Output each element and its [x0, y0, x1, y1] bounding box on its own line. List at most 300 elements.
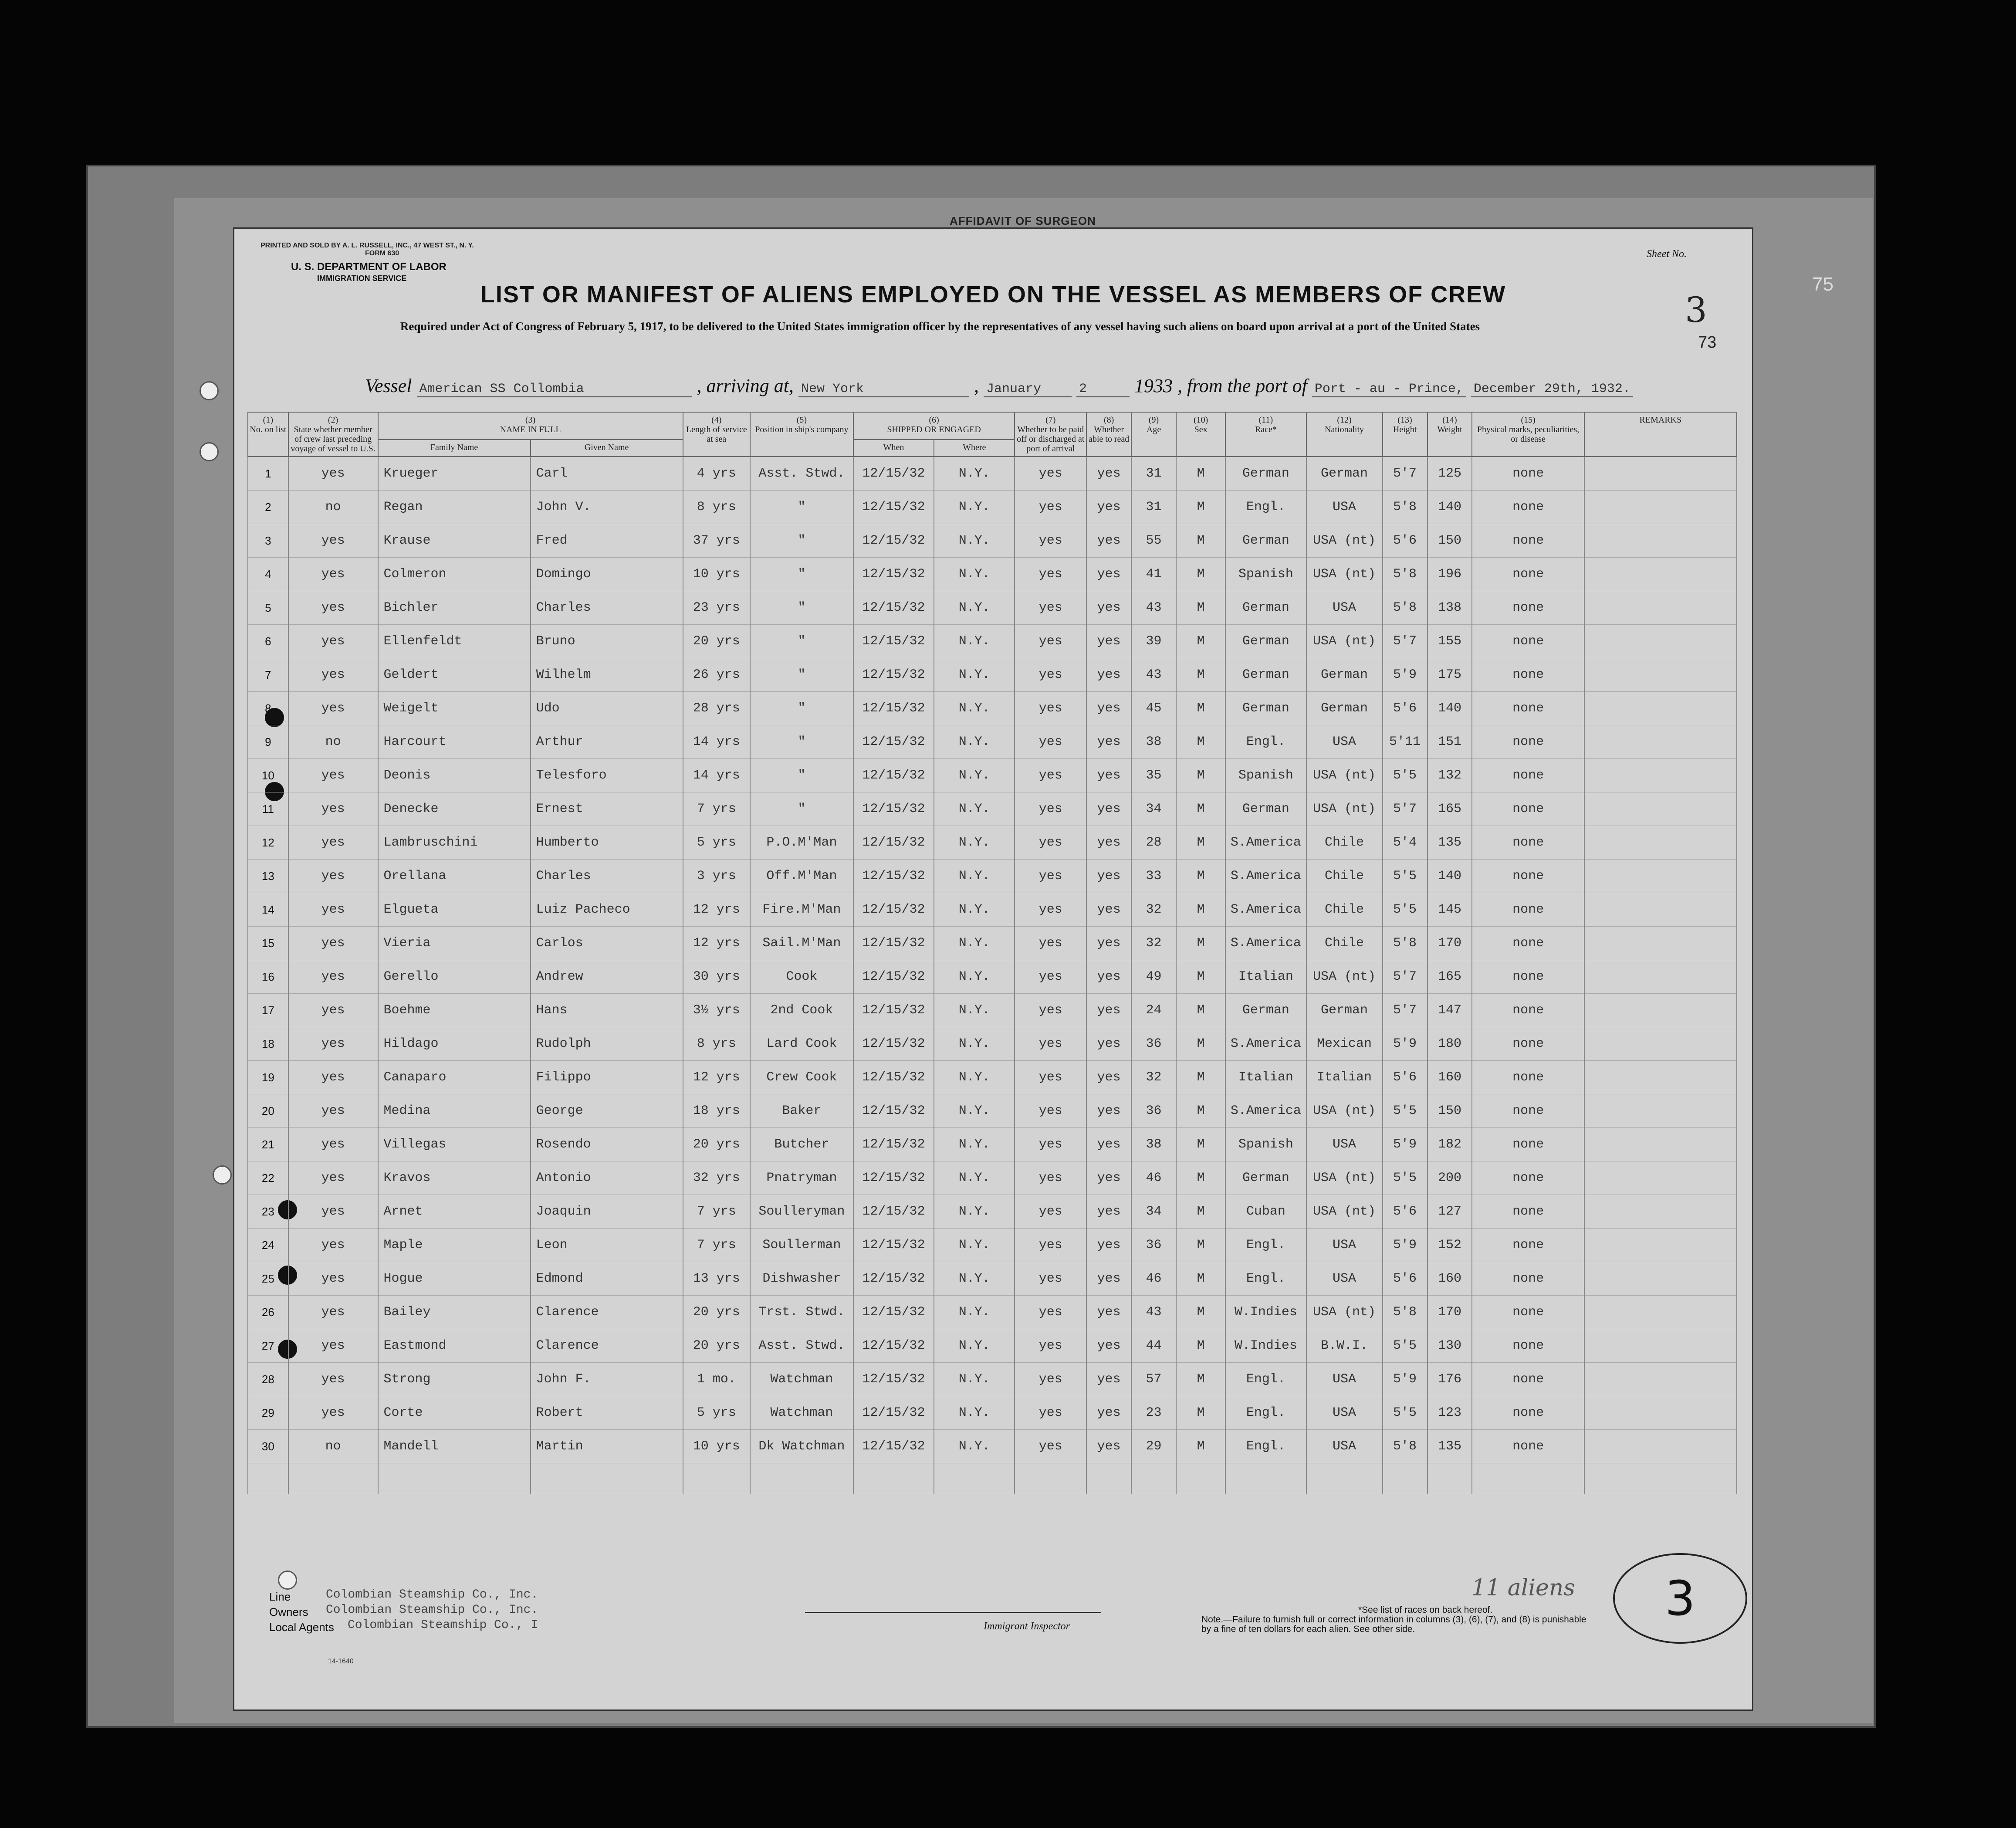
cell-weight: 147: [1427, 994, 1472, 1027]
cell-age: 57: [1131, 1363, 1176, 1396]
cell-row-number: 16: [248, 960, 288, 994]
cell-nationality: USA (nt): [1306, 1161, 1383, 1195]
cell-able-to-read: yes: [1086, 658, 1131, 692]
cell-nationality: USA: [1306, 1229, 1383, 1262]
cell-nationality: USA (nt): [1306, 1094, 1383, 1128]
header-where: Where: [934, 440, 1015, 457]
cell-physical-marks: none: [1472, 491, 1584, 524]
cell-given-name: Domingo: [531, 558, 683, 591]
cell-able-to-read: yes: [1086, 1027, 1131, 1061]
cell-able-to-read: yes: [1086, 625, 1131, 658]
cell-able-to-read: yes: [1086, 1363, 1131, 1396]
cell-family-name: Orellana: [378, 860, 531, 893]
manifest-rows: [248, 457, 1737, 1494]
table-row: [248, 591, 1737, 625]
cell-age: 43: [1131, 591, 1176, 625]
cell-shipped-where: N.Y.: [934, 860, 1015, 893]
cell-race: German: [1225, 524, 1306, 558]
blank-cell: [1176, 1463, 1225, 1494]
cell-position: Baker: [750, 1094, 853, 1128]
cell-height: 5'8: [1383, 1430, 1427, 1463]
cell-shipped-when: 12/15/32: [853, 1262, 934, 1296]
cell-age: 39: [1131, 625, 1176, 658]
cell-physical-marks: none: [1472, 1329, 1584, 1363]
cell-nationality: USA (nt): [1306, 759, 1383, 792]
cell-physical-marks: none: [1472, 457, 1584, 491]
cell-service-length: 12 yrs: [683, 1061, 750, 1094]
table-row: [248, 457, 1737, 491]
cell-family-name: Hogue: [378, 1262, 531, 1296]
cell-shipped-when: 12/15/32: [853, 692, 934, 725]
cell-weight: 155: [1427, 625, 1472, 658]
cell-position: ": [750, 625, 853, 658]
cell-physical-marks: none: [1472, 893, 1584, 927]
cell-service-length: 12 yrs: [683, 893, 750, 927]
cell-weight: 140: [1427, 860, 1472, 893]
cell-row-number: 2: [248, 491, 288, 524]
cell-service-length: 4 yrs: [683, 457, 750, 491]
header-paid-off: (7) Whether to be paid off or discharged at port of arrival: [1015, 412, 1086, 457]
cell-sex: M: [1176, 491, 1225, 524]
table-row: [248, 524, 1737, 558]
cell-nationality: Chile: [1306, 860, 1383, 893]
cell-sex: M: [1176, 860, 1225, 893]
cell-previous-voyage: yes: [288, 759, 378, 792]
cell-position: ": [750, 591, 853, 625]
cell-nationality: Italian: [1306, 1061, 1383, 1094]
cell-given-name: Charles: [531, 591, 683, 625]
cell-family-name: Ellenfeldt: [378, 625, 531, 658]
cell-row-number: 13: [248, 860, 288, 893]
cell-sex: M: [1176, 927, 1225, 960]
cell-shipped-where: N.Y.: [934, 1363, 1015, 1396]
cell-weight: 127: [1427, 1195, 1472, 1229]
cell-weight: 152: [1427, 1229, 1472, 1262]
cell-race: S.America: [1225, 893, 1306, 927]
cell-shipped-where: N.Y.: [934, 1262, 1015, 1296]
cell-service-length: 20 yrs: [683, 1329, 750, 1363]
cell-able-to-read: yes: [1086, 927, 1131, 960]
cell-height: 5'7: [1383, 792, 1427, 826]
blank-row: [248, 1463, 1737, 1494]
cell-position: Soulleryman: [750, 1195, 853, 1229]
cell-family-name: Boehme: [378, 994, 531, 1027]
cell-height: 5'5: [1383, 860, 1427, 893]
cell-able-to-read: yes: [1086, 1396, 1131, 1430]
cell-row-number: 9: [248, 725, 288, 759]
cell-given-name: George: [531, 1094, 683, 1128]
circled-number: 3: [1613, 1553, 1747, 1644]
cell-height: 5'8: [1383, 591, 1427, 625]
cell-race: W.Indies: [1225, 1296, 1306, 1329]
cell-weight: 170: [1427, 1296, 1472, 1329]
cell-remarks: [1584, 1363, 1737, 1396]
cell-remarks: [1584, 725, 1737, 759]
cell-previous-voyage: yes: [288, 1329, 378, 1363]
cell-row-number: 4: [248, 558, 288, 591]
cell-previous-voyage: yes: [288, 1262, 378, 1296]
blank-cell: [531, 1463, 683, 1494]
cell-shipped-where: N.Y.: [934, 1296, 1015, 1329]
cell-sex: M: [1176, 591, 1225, 625]
cell-physical-marks: none: [1472, 960, 1584, 994]
blank-cell: [1225, 1463, 1306, 1494]
cell-given-name: Udo: [531, 692, 683, 725]
cell-previous-voyage: yes: [288, 1027, 378, 1061]
cell-nationality: Chile: [1306, 927, 1383, 960]
cell-service-length: 18 yrs: [683, 1094, 750, 1128]
cell-age: 34: [1131, 792, 1176, 826]
cell-able-to-read: yes: [1086, 591, 1131, 625]
cell-paid-off: yes: [1015, 725, 1086, 759]
cell-sex: M: [1176, 1027, 1225, 1061]
cell-height: 5'9: [1383, 1363, 1427, 1396]
cell-row-number: 19: [248, 1061, 288, 1094]
cell-nationality: German: [1306, 692, 1383, 725]
cell-paid-off: yes: [1015, 1161, 1086, 1195]
cell-nationality: Chile: [1306, 826, 1383, 860]
cell-race: S.America: [1225, 927, 1306, 960]
cell-race: German: [1225, 692, 1306, 725]
cell-shipped-where: N.Y.: [934, 457, 1015, 491]
cell-family-name: Regan: [378, 491, 531, 524]
cell-able-to-read: yes: [1086, 1262, 1131, 1296]
cell-remarks: [1584, 524, 1737, 558]
cell-shipped-where: N.Y.: [934, 491, 1015, 524]
cell-able-to-read: yes: [1086, 1296, 1131, 1329]
cell-shipped-where: N.Y.: [934, 960, 1015, 994]
cell-weight: 151: [1427, 725, 1472, 759]
table-row: [248, 1229, 1737, 1262]
cell-height: 5'6: [1383, 1262, 1427, 1296]
cell-service-length: 37 yrs: [683, 524, 750, 558]
crew-manifest-table: [247, 412, 1737, 1494]
cell-remarks: [1584, 927, 1737, 960]
cell-age: 31: [1131, 457, 1176, 491]
cell-service-length: 30 yrs: [683, 960, 750, 994]
agents-value: Colombian Steamship Co., I: [348, 1618, 538, 1632]
cell-service-length: 23 yrs: [683, 591, 750, 625]
blank-cell: [1015, 1463, 1086, 1494]
cell-given-name: Clarence: [531, 1296, 683, 1329]
cell-race: Engl.: [1225, 1229, 1306, 1262]
cell-able-to-read: yes: [1086, 994, 1131, 1027]
cell-previous-voyage: yes: [288, 994, 378, 1027]
cell-remarks: [1584, 792, 1737, 826]
cell-shipped-where: N.Y.: [934, 994, 1015, 1027]
cell-shipped-when: 12/15/32: [853, 591, 934, 625]
cell-family-name: Medina: [378, 1094, 531, 1128]
cell-given-name: Martin: [531, 1430, 683, 1463]
cell-paid-off: yes: [1015, 1061, 1086, 1094]
vessel-name: American SS Collombia: [417, 382, 692, 397]
cell-height: 5'8: [1383, 558, 1427, 591]
cell-shipped-when: 12/15/32: [853, 491, 934, 524]
table-row: [248, 792, 1737, 826]
cell-shipped-when: 12/15/32: [853, 1396, 934, 1430]
cell-remarks: [1584, 658, 1737, 692]
line-label: Line: [269, 1590, 291, 1603]
cell-family-name: Lambruschini: [378, 826, 531, 860]
cell-shipped-where: N.Y.: [934, 1329, 1015, 1363]
cell-height: 5'5: [1383, 1161, 1427, 1195]
cell-shipped-when: 12/15/32: [853, 725, 934, 759]
cell-physical-marks: none: [1472, 1396, 1584, 1430]
cell-shipped-when: 12/15/32: [853, 927, 934, 960]
cell-age: 44: [1131, 1329, 1176, 1363]
header-weight: (14) Weight: [1427, 412, 1472, 457]
cell-service-length: 20 yrs: [683, 1128, 750, 1161]
cell-shipped-when: 12/15/32: [853, 826, 934, 860]
cell-paid-off: yes: [1015, 927, 1086, 960]
cell-family-name: Villegas: [378, 1128, 531, 1161]
cell-service-length: 3 yrs: [683, 860, 750, 893]
cell-weight: 165: [1427, 792, 1472, 826]
cell-able-to-read: yes: [1086, 1161, 1131, 1195]
cell-physical-marks: none: [1472, 792, 1584, 826]
cell-able-to-read: yes: [1086, 457, 1131, 491]
table-row: [248, 893, 1737, 927]
cell-remarks: [1584, 1094, 1737, 1128]
cell-shipped-when: 12/15/32: [853, 1296, 934, 1329]
cell-weight: 132: [1427, 759, 1472, 792]
cell-service-length: 20 yrs: [683, 625, 750, 658]
cell-nationality: B.W.I.: [1306, 1329, 1383, 1363]
table-row: [248, 960, 1737, 994]
cell-race: German: [1225, 625, 1306, 658]
cell-remarks: [1584, 893, 1737, 927]
blank-cell: [683, 1463, 750, 1494]
cell-physical-marks: none: [1472, 994, 1584, 1027]
cell-physical-marks: none: [1472, 725, 1584, 759]
cell-family-name: Eastmond: [378, 1329, 531, 1363]
header-no: (1) No. on list: [248, 412, 288, 457]
form-code: 14-1640: [328, 1658, 354, 1665]
table-row: [248, 759, 1737, 792]
table-row: [248, 1061, 1737, 1094]
header-nationality: (12) Nationality: [1306, 412, 1383, 457]
cell-age: 49: [1131, 960, 1176, 994]
blank-cell: [853, 1463, 934, 1494]
cell-height: 5'9: [1383, 1128, 1427, 1161]
inspector-label: Immigrant Inspector: [984, 1621, 1070, 1632]
cell-sex: M: [1176, 759, 1225, 792]
cell-position: Asst. Stwd.: [750, 457, 853, 491]
cell-row-number: 21: [248, 1128, 288, 1161]
cell-able-to-read: yes: [1086, 692, 1131, 725]
blank-cell: [1306, 1463, 1383, 1494]
header-age: (9) Age: [1131, 412, 1176, 457]
cell-service-length: 5 yrs: [683, 826, 750, 860]
cell-sex: M: [1176, 1229, 1225, 1262]
cell-weight: 196: [1427, 558, 1472, 591]
cell-given-name: Andrew: [531, 960, 683, 994]
cell-shipped-where: N.Y.: [934, 524, 1015, 558]
table-row: [248, 1161, 1737, 1195]
header-remarks: REMARKS: [1584, 412, 1737, 457]
cell-previous-voyage: no: [288, 491, 378, 524]
header-read: (8) Whether able to read: [1086, 412, 1131, 457]
cell-position: Soullerman: [750, 1229, 853, 1262]
cell-remarks: [1584, 1061, 1737, 1094]
cell-family-name: Bichler: [378, 591, 531, 625]
cell-given-name: John V.: [531, 491, 683, 524]
cell-weight: 140: [1427, 692, 1472, 725]
cell-row-number: 27: [248, 1329, 288, 1363]
blank-cell: [1472, 1463, 1584, 1494]
cell-family-name: Maple: [378, 1229, 531, 1262]
cell-family-name: Corte: [378, 1396, 531, 1430]
cell-paid-off: yes: [1015, 1262, 1086, 1296]
cell-given-name: Rudolph: [531, 1027, 683, 1061]
cell-sex: M: [1176, 1061, 1225, 1094]
table-row: [248, 1262, 1737, 1296]
cell-nationality: USA: [1306, 1430, 1383, 1463]
cell-given-name: Carl: [531, 457, 683, 491]
arrival-port: New York: [798, 382, 969, 397]
cell-row-number: 20: [248, 1094, 288, 1128]
cell-race: Spanish: [1225, 1128, 1306, 1161]
cell-shipped-when: 12/15/32: [853, 1363, 934, 1396]
cell-shipped-where: N.Y.: [934, 658, 1015, 692]
cell-nationality: USA: [1306, 1363, 1383, 1396]
cell-service-length: 32 yrs: [683, 1161, 750, 1195]
cell-given-name: Ernest: [531, 792, 683, 826]
cell-weight: 123: [1427, 1396, 1472, 1430]
blank-cell: [934, 1463, 1015, 1494]
cell-weight: 130: [1427, 1329, 1472, 1363]
cell-position: ": [750, 524, 853, 558]
table-row: [248, 1396, 1737, 1430]
cell-paid-off: yes: [1015, 893, 1086, 927]
cell-weight: 150: [1427, 1094, 1472, 1128]
blank-cell: [1427, 1463, 1472, 1494]
cell-position: ": [750, 792, 853, 826]
cell-previous-voyage: yes: [288, 457, 378, 491]
cell-nationality: Chile: [1306, 893, 1383, 927]
cell-sex: M: [1176, 1262, 1225, 1296]
cell-previous-voyage: yes: [288, 927, 378, 960]
cell-height: 5'7: [1383, 625, 1427, 658]
cell-paid-off: yes: [1015, 1195, 1086, 1229]
cell-shipped-when: 12/15/32: [853, 1094, 934, 1128]
cell-age: 32: [1131, 893, 1176, 927]
cell-height: 5'11: [1383, 725, 1427, 759]
cell-paid-off: yes: [1015, 1363, 1086, 1396]
cell-nationality: USA (nt): [1306, 1195, 1383, 1229]
cell-shipped-when: 12/15/32: [853, 1329, 934, 1363]
cell-family-name: Gerello: [378, 960, 531, 994]
cell-previous-voyage: yes: [288, 1061, 378, 1094]
cell-service-length: 8 yrs: [683, 1027, 750, 1061]
blank-cell: [248, 1463, 288, 1494]
cell-previous-voyage: no: [288, 1430, 378, 1463]
manifest-sheet: [233, 227, 1753, 1711]
cell-row-number: 10: [248, 759, 288, 792]
cell-sex: M: [1176, 1430, 1225, 1463]
cell-shipped-where: N.Y.: [934, 1430, 1015, 1463]
table-row: [248, 1363, 1737, 1396]
table-row: [248, 692, 1737, 725]
cell-row-number: 12: [248, 826, 288, 860]
cell-position: Watchman: [750, 1363, 853, 1396]
header-marks: (15) Physical marks, peculiarities, or disease: [1472, 412, 1584, 457]
cell-age: 43: [1131, 1296, 1176, 1329]
cell-remarks: [1584, 1329, 1737, 1363]
cell-weight: 160: [1427, 1061, 1472, 1094]
cell-shipped-when: 12/15/32: [853, 860, 934, 893]
cell-row-number: 15: [248, 927, 288, 960]
cell-age: 31: [1131, 491, 1176, 524]
cell-family-name: Colmeron: [378, 558, 531, 591]
cell-remarks: [1584, 1027, 1737, 1061]
cell-family-name: Weigelt: [378, 692, 531, 725]
cell-paid-off: yes: [1015, 658, 1086, 692]
cell-paid-off: yes: [1015, 1128, 1086, 1161]
cell-remarks: [1584, 625, 1737, 658]
cell-age: 35: [1131, 759, 1176, 792]
cell-able-to-read: yes: [1086, 1229, 1131, 1262]
cell-family-name: Elgueta: [378, 893, 531, 927]
table-row: [248, 927, 1737, 960]
cell-previous-voyage: yes: [288, 692, 378, 725]
cell-paid-off: yes: [1015, 994, 1086, 1027]
cell-nationality: USA: [1306, 1396, 1383, 1430]
cell-paid-off: yes: [1015, 625, 1086, 658]
cell-position: Crew Cook: [750, 1061, 853, 1094]
cell-row-number: 29: [248, 1396, 288, 1430]
cell-service-length: 13 yrs: [683, 1262, 750, 1296]
aliens-count-note: 11 aliens: [1471, 1575, 1575, 1601]
cell-given-name: Bruno: [531, 625, 683, 658]
affidavit-heading: AFFIDAVIT OF SURGEON: [950, 214, 1096, 227]
cell-previous-voyage: yes: [288, 1396, 378, 1430]
cell-paid-off: yes: [1015, 524, 1086, 558]
header-height: (13) Height: [1383, 412, 1427, 457]
cell-height: 5'6: [1383, 692, 1427, 725]
table-row: [248, 826, 1737, 860]
cell-paid-off: yes: [1015, 792, 1086, 826]
cell-paid-off: yes: [1015, 1329, 1086, 1363]
vessel-line: Vessel American SS Collombia , arriving at, New York , January 2 1933 , from the port of Port - au - Prince, December 29th, 1932.: [365, 375, 1633, 397]
cell-able-to-read: yes: [1086, 558, 1131, 591]
cell-weight: 145: [1427, 893, 1472, 927]
cell-position: Pnatryman: [750, 1161, 853, 1195]
cell-paid-off: yes: [1015, 591, 1086, 625]
cell-position: Lard Cook: [750, 1027, 853, 1061]
cell-physical-marks: none: [1472, 692, 1584, 725]
cell-height: 5'8: [1383, 927, 1427, 960]
cell-physical-marks: none: [1472, 927, 1584, 960]
cell-shipped-where: N.Y.: [934, 1027, 1015, 1061]
cell-family-name: Bailey: [378, 1296, 531, 1329]
cell-remarks: [1584, 1161, 1737, 1195]
cell-position: ": [750, 759, 853, 792]
cell-remarks: [1584, 994, 1737, 1027]
cell-nationality: USA (nt): [1306, 792, 1383, 826]
cell-race: Engl.: [1225, 1363, 1306, 1396]
cell-row-number: 22: [248, 1161, 288, 1195]
cell-shipped-when: 12/15/32: [853, 625, 934, 658]
cell-nationality: USA: [1306, 1262, 1383, 1296]
departure-port: Port - au - Prince,: [1312, 382, 1466, 397]
cell-physical-marks: none: [1472, 591, 1584, 625]
cell-sex: M: [1176, 725, 1225, 759]
handwritten-number: 3: [1685, 290, 1707, 330]
cell-able-to-read: yes: [1086, 759, 1131, 792]
handwritten-subnumber: 73: [1698, 333, 1717, 352]
cell-remarks: [1584, 1396, 1737, 1430]
